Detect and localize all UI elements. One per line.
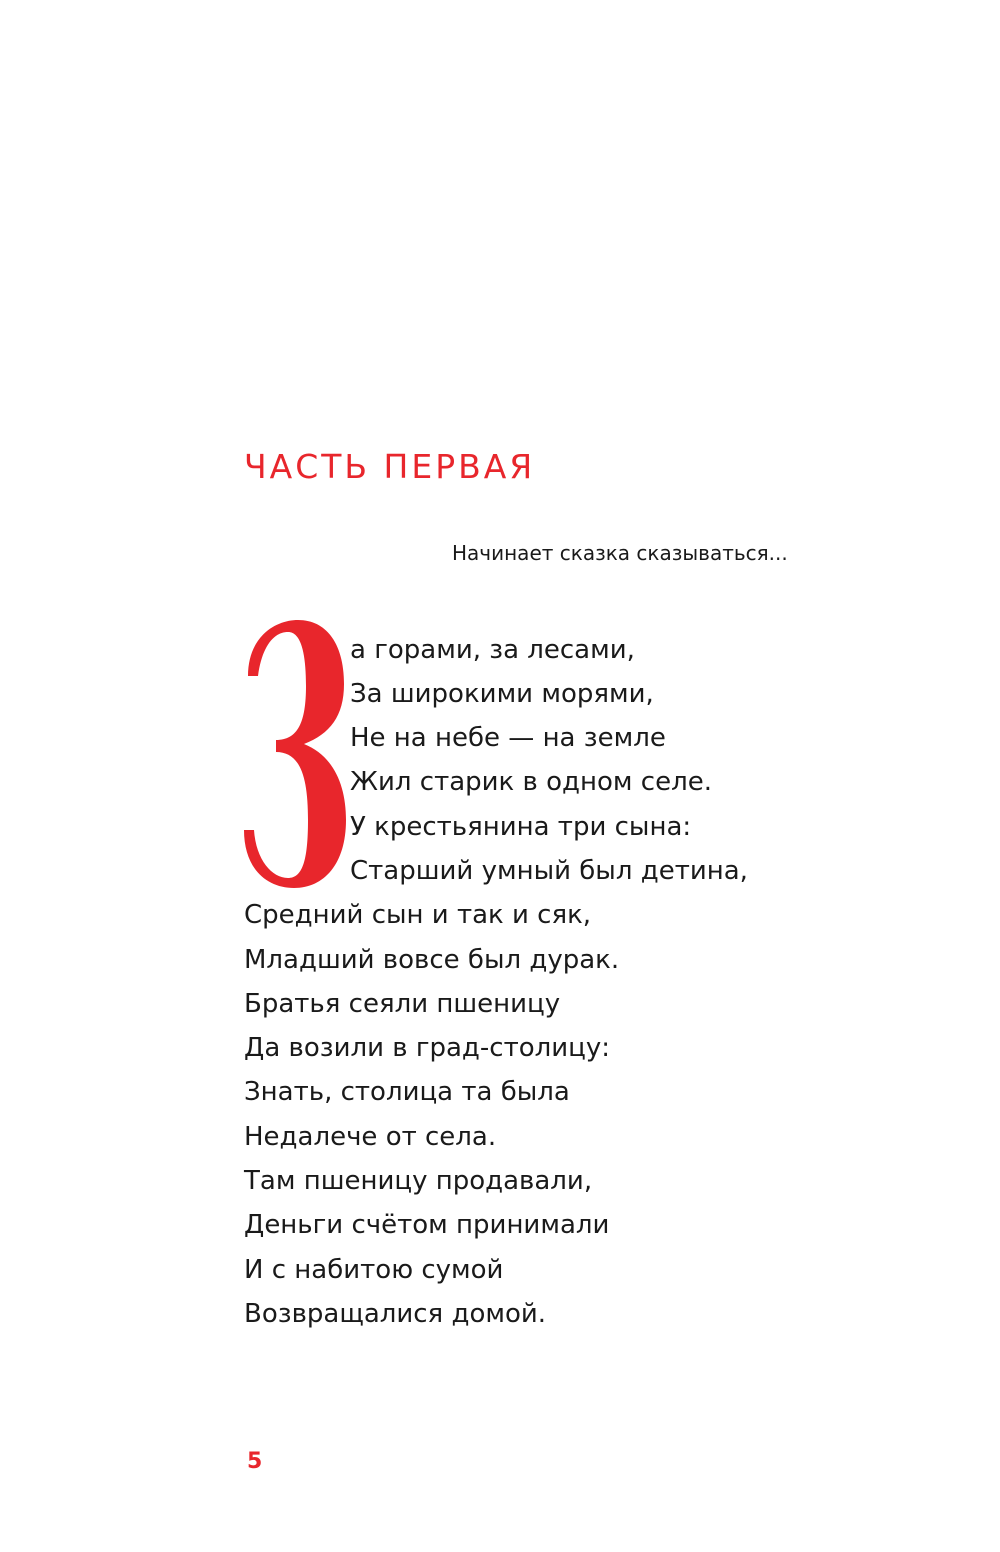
poem-line: Там пшеницу продавали, [244, 1166, 593, 1196]
page-number: 5 [247, 1449, 263, 1474]
poem-line: Да возили в град-столицу: [244, 1033, 610, 1063]
poem-line: Средний сын и так и сяк, [244, 900, 592, 930]
drop-cap-glyph [236, 616, 348, 892]
poem-line: Младший вовсе был дурак. [244, 945, 620, 975]
epigraph: Начинает сказка сказываться... [452, 541, 788, 565]
poem-line: Возвращалися домой. [244, 1299, 547, 1329]
poem-line: Деньги счётом принимали [244, 1210, 610, 1240]
poem-line: У крестьянина три сына: [350, 812, 692, 842]
part-title: ЧАСТЬ ПЕРВАЯ [244, 447, 536, 486]
drop-cap-letter [236, 616, 348, 892]
poem-line: Знать, столица та была [244, 1077, 570, 1107]
poem-line: а горами, за лесами, [350, 635, 635, 665]
poem-line: И с набитою сумой [244, 1255, 504, 1285]
poem-line: Не на небе — на земле [350, 723, 666, 753]
poem-line: За широкими морями, [350, 679, 654, 709]
poem-line: Жил старик в одном селе. [350, 767, 712, 797]
poem-line: Старший умный был детина, [350, 856, 748, 886]
poem-line: Братья сеяли пшеницу [244, 989, 561, 1019]
poem-line: Недалече от села. [244, 1122, 497, 1152]
